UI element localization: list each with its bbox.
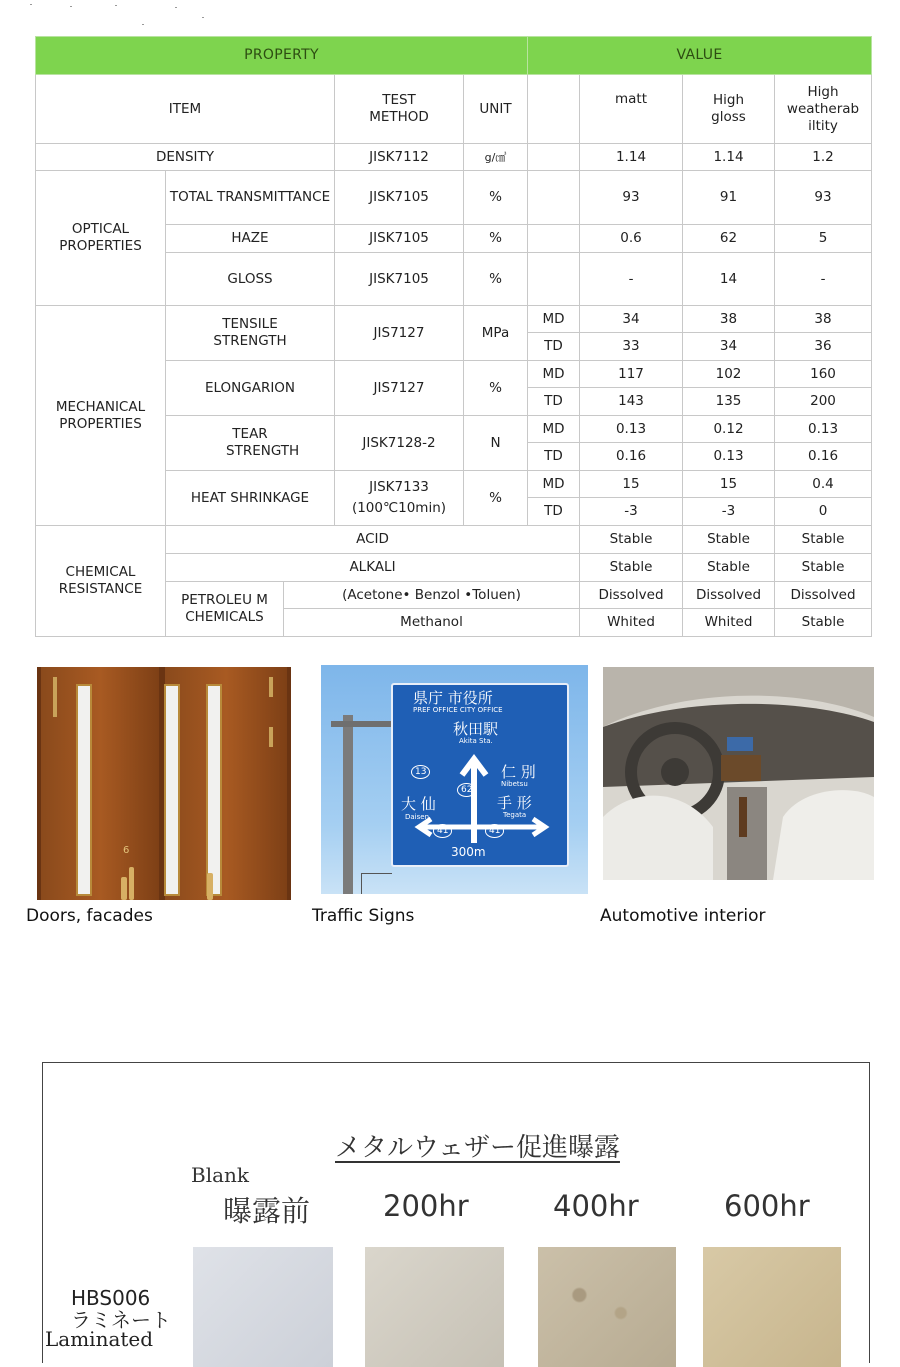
alkali-item: ALKALI xyxy=(166,554,580,582)
test-method-column-header: TEST METHOD xyxy=(335,75,464,144)
mech-gloss: 34 xyxy=(683,333,775,361)
mech-gloss: 102 xyxy=(683,361,775,388)
acid-weather: Stable xyxy=(775,526,872,554)
property-header: PROPERTY xyxy=(36,37,528,75)
mech-gloss: 38 xyxy=(683,306,775,333)
mech-method: JIS7127 xyxy=(335,306,464,361)
sign-route-13: 13 xyxy=(411,765,430,779)
column-400hr: 400hr xyxy=(553,1189,639,1223)
sign-station: 秋田駅 xyxy=(453,720,499,738)
density-weather: 1.2 xyxy=(775,144,872,171)
mech-matt: 34 xyxy=(580,306,683,333)
density-method: JISK7112 xyxy=(335,144,464,171)
sign-top-line: 県庁 市役所 xyxy=(413,689,493,707)
optical-matt: 93 xyxy=(580,171,683,225)
swatch-400hr xyxy=(538,1247,676,1367)
mech-method: JISK7128-2 xyxy=(335,416,464,471)
chemical-group-label: CHEMICAL RESISTANCE xyxy=(36,526,166,637)
mech-matt: 117 xyxy=(580,361,683,388)
caption-automotive: Automotive interior xyxy=(600,906,766,926)
optical-item: TOTAL TRANSMITTANCE xyxy=(166,171,335,225)
sign-left-english: Daisen xyxy=(405,813,430,821)
scan-specks xyxy=(30,0,230,30)
optical-method: JISK7105 xyxy=(335,253,464,306)
methanol-weather: Stable xyxy=(775,609,872,637)
sign-right2-english: Tegata xyxy=(503,811,527,819)
methanol-gloss: Whited xyxy=(683,609,775,637)
mech-dir: MD xyxy=(528,306,580,333)
mech-weather: 36 xyxy=(775,333,872,361)
blank-label: Blank xyxy=(191,1163,250,1187)
optical-unit: % xyxy=(464,253,528,306)
door-photo xyxy=(37,667,291,900)
sign-station-english: Akita Sta. xyxy=(459,737,493,745)
sign-pole xyxy=(343,715,353,894)
sign-arm xyxy=(331,721,393,727)
sign-distance: 300m xyxy=(451,845,486,859)
density-item: DENSITY xyxy=(36,144,335,171)
swatch-200hr xyxy=(365,1247,504,1367)
sign-right-english: Nibetsu xyxy=(501,780,528,788)
mech-unit: N xyxy=(464,416,528,471)
value-header: VALUE xyxy=(528,37,872,75)
swatch-600hr xyxy=(703,1247,841,1367)
column-200hr: 200hr xyxy=(383,1189,469,1223)
property-table xyxy=(35,36,872,637)
mech-dir: TD xyxy=(528,333,580,361)
direction-column-header xyxy=(528,75,580,144)
mech-gloss: 0.12 xyxy=(683,416,775,443)
mech-dir: TD xyxy=(528,498,580,526)
mech-matt: 15 xyxy=(580,471,683,498)
optical-gloss: 62 xyxy=(683,225,775,253)
mech-item: HEAT SHRINKAGE xyxy=(166,471,335,526)
high-gloss-column-header: High gloss xyxy=(683,75,775,144)
optical-gloss: 14 xyxy=(683,253,775,306)
mech-matt: 0.16 xyxy=(580,443,683,471)
mech-weather: 200 xyxy=(775,388,872,416)
sign-top-english: PREF OFFICE CITY OFFICE xyxy=(413,706,503,714)
mech-unit: % xyxy=(464,471,528,526)
mech-item: ELONGARION xyxy=(166,361,335,416)
mech-weather: 38 xyxy=(775,306,872,333)
column-600hr: 600hr xyxy=(724,1189,810,1223)
mech-gloss: -3 xyxy=(683,498,775,526)
density-unit: g/㎤ xyxy=(464,144,528,171)
sample-code-text: HBS006 xyxy=(71,1286,151,1310)
sign-right-place: 仁 別 xyxy=(501,763,536,781)
sample-code xyxy=(71,1287,171,1331)
optical-weather: 93 xyxy=(775,171,872,225)
item-column-header: ITEM xyxy=(36,75,335,144)
acid-item: ACID xyxy=(166,526,580,554)
petroleum-label: PETROLEU M CHEMICALS xyxy=(166,582,284,637)
alkali-gloss: Stable xyxy=(683,554,775,582)
optical-weather: 5 xyxy=(775,225,872,253)
mech-method: JIS7127 xyxy=(335,361,464,416)
swatch-before xyxy=(193,1247,333,1367)
sign-route-41-right: 41 xyxy=(485,824,504,838)
matt-column-header: matt xyxy=(580,75,683,144)
optical-gloss: 91 xyxy=(683,171,775,225)
mech-matt: 0.13 xyxy=(580,416,683,443)
mech-weather: 0.16 xyxy=(775,443,872,471)
mech-matt: -3 xyxy=(580,498,683,526)
mech-weather: 160 xyxy=(775,361,872,388)
mechanical-group-label: MECHANICAL PROPERTIES xyxy=(36,306,166,526)
mech-matt: 143 xyxy=(580,388,683,416)
mech-unit: % xyxy=(464,361,528,416)
optical-matt: 0.6 xyxy=(580,225,683,253)
sample-jp-text: ラミネート xyxy=(71,1308,171,1332)
solvent-item: (Acetone• Benzol •Toluen) xyxy=(284,582,580,609)
optical-dir xyxy=(528,225,580,253)
optical-method: JISK7105 xyxy=(335,171,464,225)
acid-gloss: Stable xyxy=(683,526,775,554)
mech-gloss: 135 xyxy=(683,388,775,416)
mech-item: TENSILE STRENGTH xyxy=(166,306,335,361)
mech-matt: 33 xyxy=(580,333,683,361)
optical-matt: - xyxy=(580,253,683,306)
column-before-exposure: 曝露前 xyxy=(223,1194,311,1228)
sign-right2-place: 手 形 xyxy=(497,794,532,812)
mech-item: TEAR STRENGTH xyxy=(166,416,335,471)
mech-dir: MD xyxy=(528,416,580,443)
optical-unit: % xyxy=(464,225,528,253)
mech-weather: 0.13 xyxy=(775,416,872,443)
weathering-panel xyxy=(42,1062,870,1363)
mech-dir: MD xyxy=(528,361,580,388)
mech-dir: TD xyxy=(528,443,580,471)
optical-group-label: OPTICAL PROPERTIES xyxy=(36,171,166,306)
methanol-item: Methanol xyxy=(284,609,580,637)
mech-gloss: 15 xyxy=(683,471,775,498)
mech-dir: MD xyxy=(528,471,580,498)
sign-arrows-icon xyxy=(393,685,567,865)
mech-method xyxy=(335,471,464,526)
density-dir xyxy=(528,144,580,171)
density-matt: 1.14 xyxy=(580,144,683,171)
sign-route-62: 62 xyxy=(457,783,476,797)
mech-method-line2: (100℃10min) xyxy=(351,500,447,516)
optical-dir xyxy=(528,171,580,225)
high-weather-column-header: High weatherab iltity xyxy=(775,75,872,144)
density-gloss: 1.14 xyxy=(683,144,775,171)
optical-item: GLOSS xyxy=(166,253,335,306)
caption-traffic-signs: Traffic Signs xyxy=(312,906,415,926)
alkali-matt: Stable xyxy=(580,554,683,582)
sign-board xyxy=(391,683,569,867)
alkali-weather: Stable xyxy=(775,554,872,582)
power-line xyxy=(361,873,392,894)
sign-route-41-left: 41 xyxy=(433,824,452,838)
mech-dir: TD xyxy=(528,388,580,416)
optical-method: JISK7105 xyxy=(335,225,464,253)
solvent-matt: Dissolved xyxy=(580,582,683,609)
solvent-gloss: Dissolved xyxy=(683,582,775,609)
mech-method-line1: JISK7133 xyxy=(369,479,429,495)
mech-unit: MPa xyxy=(464,306,528,361)
caption-doors: Doors, facades xyxy=(26,906,153,926)
svg-text:6: 6 xyxy=(123,845,130,856)
solvent-weather: Dissolved xyxy=(775,582,872,609)
optical-item: HAZE xyxy=(166,225,335,253)
sample-english-text: Laminated xyxy=(45,1327,154,1351)
optical-unit: % xyxy=(464,171,528,225)
car-interior-photo xyxy=(603,667,874,880)
sign-left-place: 大 仙 xyxy=(401,795,436,813)
optical-weather: - xyxy=(775,253,872,306)
acid-matt: Stable xyxy=(580,526,683,554)
unit-column-header: UNIT xyxy=(464,75,528,144)
mech-weather: 0.4 xyxy=(775,471,872,498)
optical-dir xyxy=(528,253,580,306)
traffic-sign-photo xyxy=(321,665,588,894)
weathering-title: メタルウェザー促進曝露 xyxy=(335,1133,620,1163)
mech-gloss: 0.13 xyxy=(683,443,775,471)
mech-weather: 0 xyxy=(775,498,872,526)
methanol-matt: Whited xyxy=(580,609,683,637)
